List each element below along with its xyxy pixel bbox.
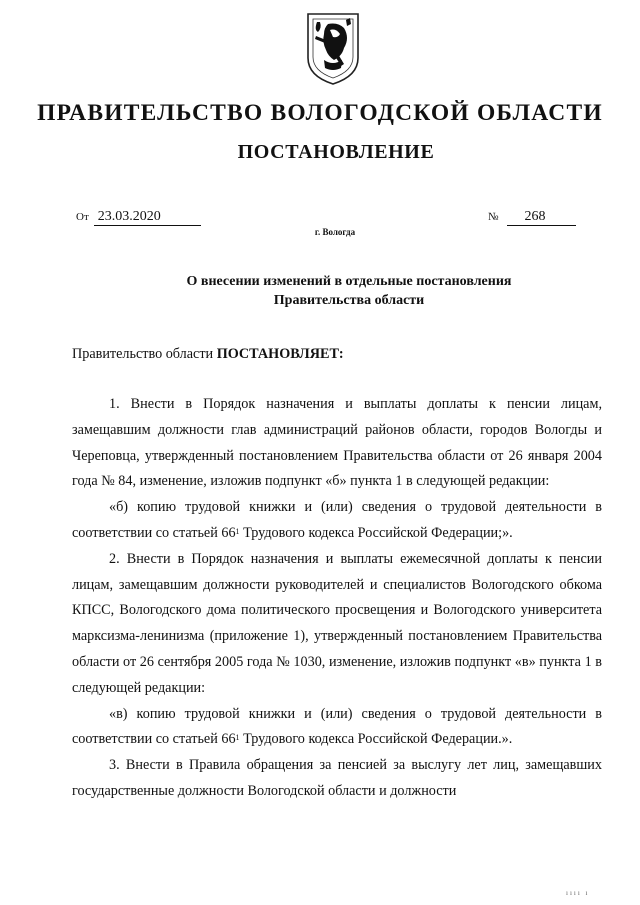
document-date: 23.03.2020 bbox=[94, 209, 201, 226]
document-body bbox=[72, 344, 602, 805]
decree-keyword: ПОСТАНОВЛЯЕТ: bbox=[216, 346, 344, 362]
government-title: ПРАВИТЕЛЬСТВО ВОЛОГОДСКОЙ ОБЛАСТИ bbox=[37, 100, 603, 126]
quote-2-superscript: 1 bbox=[235, 733, 240, 743]
decree-prefix: Правительство области bbox=[72, 346, 214, 362]
date-line bbox=[76, 208, 201, 226]
number-prefix: № bbox=[488, 211, 499, 223]
quote-2-text: «в) копию трудовой книжки и (или) сведения о трудовой деятельности в соответствии со статьей 66 bbox=[72, 705, 602, 748]
city-label: г. Вологда bbox=[314, 227, 356, 237]
paragraph-3: 3. Внести в Правила обращения за пенсией за выслугу лет лиц, замещавших государственные должности Вологодской области и должности bbox=[72, 757, 602, 799]
quote-1-text: «б) копию трудовой книжки и (или) сведения о трудовой деятельности в соответствии со статьей 66 bbox=[72, 499, 602, 541]
number-line bbox=[488, 208, 576, 226]
subject-line-1: О внесении изменений в отдельные постановления bbox=[186, 274, 512, 289]
quote-2-end: Трудового кодекса Российской Федерации.». bbox=[239, 731, 513, 748]
quote-1 bbox=[72, 495, 602, 547]
subject-line-2: Правительства области bbox=[273, 293, 425, 308]
document-number: 268 bbox=[507, 209, 576, 226]
paragraph-2: 2. Внести в Порядок назначения и выплаты ежемесячной доплаты к пенсии лицам, замещавшим должности руководителей и специалистов Вологодского обкома КПСС, Вологодского дома политического просвещения и Вологодского университета марксизма-ленинизма (приложение 1), утвержденный постановлением Правительства области от 26 сентября 2005 года № 1030, изменение, изложив подпункт «в» пункта 1 в следующей редакции: bbox=[72, 550, 602, 696]
document-subject bbox=[120, 272, 578, 310]
paragraph-1: 1. Внести в Порядок назначения и выплаты доплаты к пенсии лицам, замещавшим должности глав администраций районов области, городов Вологды и Череповца, утвержденный постановлением Правительства области от 26 января 2004 года № 84, изменение, изложив подпункт «б» пункта 1 в следующей редакции: bbox=[72, 396, 602, 490]
coat-of-arms-emblem bbox=[304, 10, 362, 88]
quote-1-superscript: 1 bbox=[235, 526, 240, 536]
quote-1-end: Трудового кодекса Российской Федерации;». bbox=[239, 524, 513, 541]
document-type: ПОСТАНОВЛЕНИЕ bbox=[237, 141, 435, 163]
decree-statement bbox=[72, 344, 602, 364]
date-prefix: От bbox=[76, 211, 89, 223]
quote-2 bbox=[72, 702, 602, 754]
page-mark: ıııı ı bbox=[566, 889, 590, 897]
